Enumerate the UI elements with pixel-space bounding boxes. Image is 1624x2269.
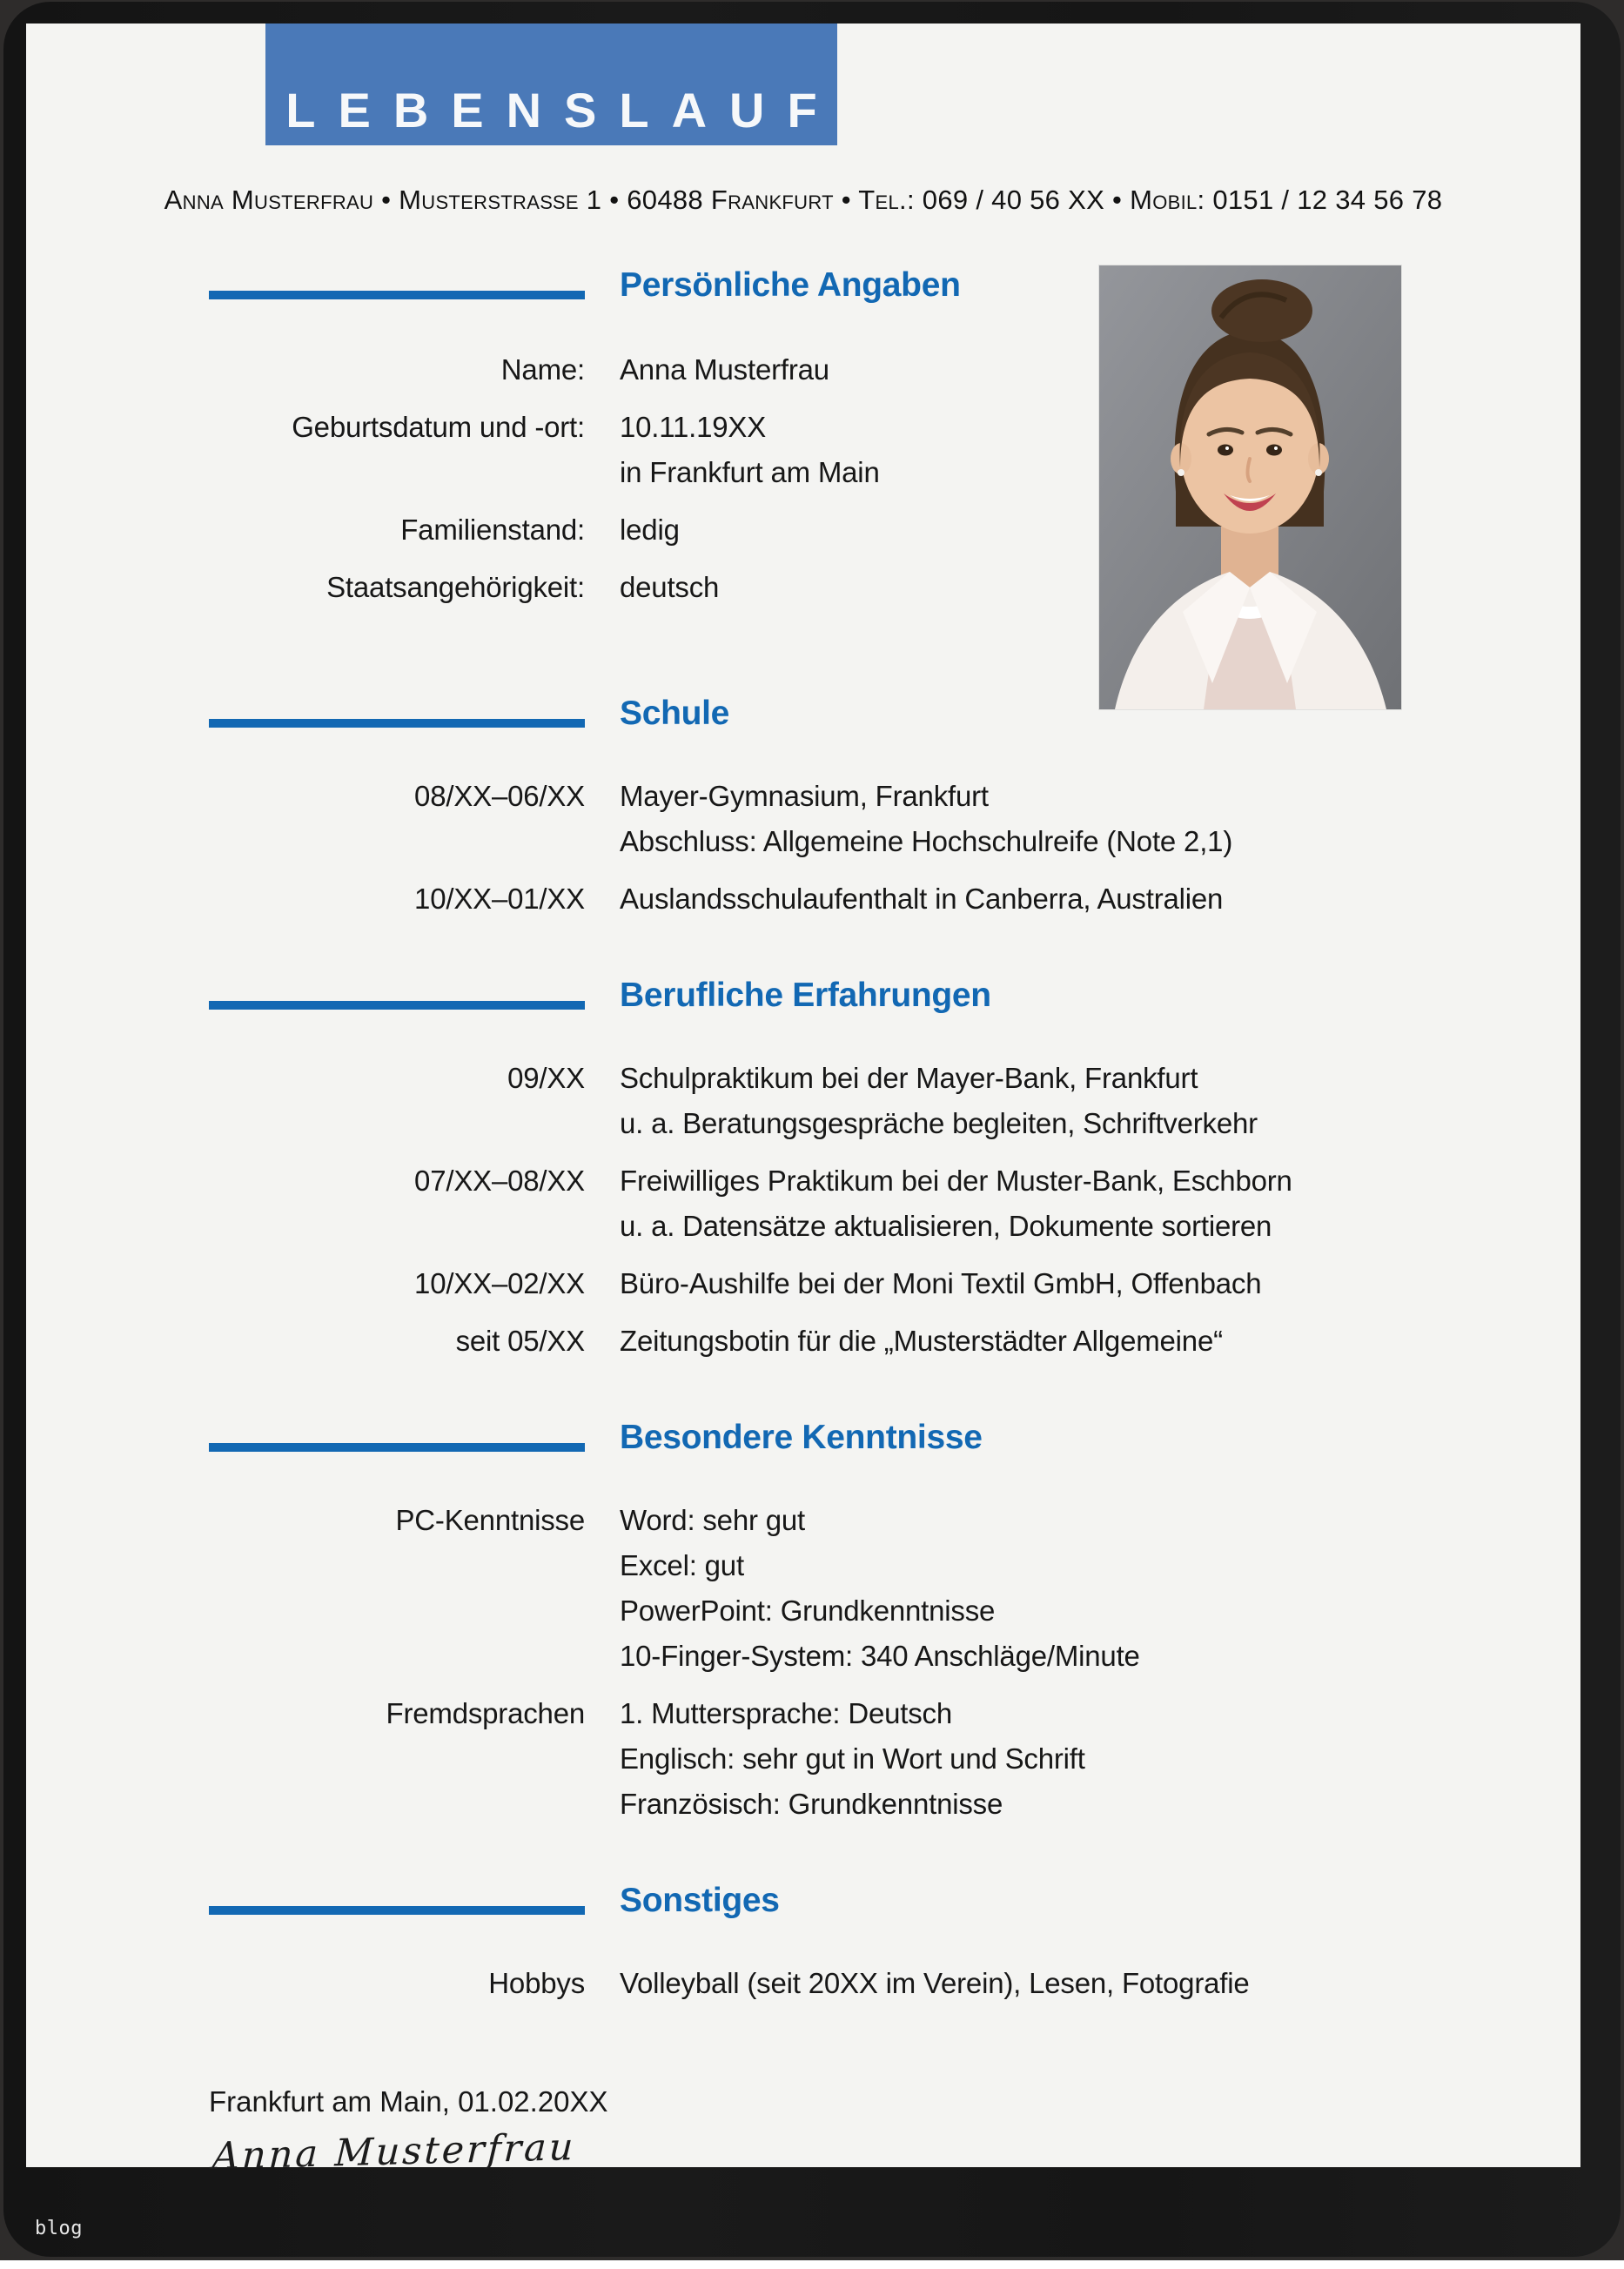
row-value (620, 405, 880, 495)
section-header (209, 976, 1528, 1016)
value-line: 10-Finger-System: 340 Anschläge/Minute (620, 1640, 1140, 1672)
section-schule (209, 694, 1528, 922)
row-label: seit 05/XX (455, 1325, 585, 1357)
section-rule (209, 719, 585, 728)
section-rows (209, 1961, 1528, 2006)
row-value (620, 1691, 1085, 1827)
row-label: Familienstand: (400, 514, 585, 546)
section-persoenliche-angaben (209, 265, 1528, 610)
row-value (620, 1056, 1258, 1146)
detail-row (209, 405, 1528, 495)
detail-row (209, 1498, 1528, 1679)
value-line: Französisch: Grundkenntnisse (620, 1788, 1003, 1820)
row-label: 10/XX–02/XX (414, 1267, 585, 1299)
section-berufliche-erfahrungen (209, 976, 1528, 1364)
value-line: Word: sehr gut (620, 1504, 806, 1536)
section-rule (209, 1001, 585, 1010)
value-line: u. a. Datensätze aktualisieren, Dokumente sortieren (620, 1210, 1272, 1242)
row-value (620, 876, 1223, 922)
detail-row (209, 1961, 1528, 2006)
cv-footer (209, 2083, 1528, 2178)
signature: Anna Musterfrau (211, 2125, 577, 2179)
value-line: Anna Musterfrau (620, 353, 829, 386)
page-title: LEBENSLAUF (285, 83, 840, 138)
blog-watermark: blog (35, 2218, 83, 2239)
value-line: PowerPoint: Grundkenntnisse (620, 1594, 996, 1627)
title-banner (265, 23, 840, 145)
row-label: Staatsangehörigkeit: (326, 571, 585, 603)
value-line: Mayer-Gymnasium, Frankfurt (620, 780, 989, 812)
detail-row (209, 774, 1528, 864)
detail-row (209, 507, 1528, 553)
row-label: Hobbys (488, 1967, 585, 1999)
detail-row (209, 1319, 1528, 1364)
contact-line: Anna Musterfrau • Musterstraße 1 • 60488 Frankfurt • Tel.: 069 / 40 56 XX • Mobil: 0151 / 12 34 56 78 (164, 185, 1443, 215)
section-sonstiges (209, 1881, 1528, 2006)
detail-row (209, 565, 1528, 610)
value-line: 1. Muttersprache: Deutsch (620, 1697, 953, 1729)
row-label: Name: (500, 353, 585, 386)
section-title: Berufliche Erfahrungen (620, 977, 991, 1014)
section-rule (209, 1443, 585, 1452)
value-line: ledig (620, 514, 680, 546)
value-line: 10.11.19XX (620, 411, 767, 443)
section-header (209, 1418, 1528, 1458)
value-line: Auslandsschulaufenthalt in Canberra, Australien (620, 883, 1224, 915)
row-label: 10/XX–01/XX (414, 883, 585, 915)
row-value (620, 565, 719, 610)
section-title: Schule (620, 695, 730, 732)
section-title: Persönliche Angaben (620, 266, 961, 304)
detail-row (209, 876, 1528, 922)
value-line: in Frankfurt am Main (620, 456, 880, 488)
value-line: Zeitungsbotin für die „Musterstädter Allgemeine“ (620, 1325, 1223, 1357)
detail-row (209, 1261, 1528, 1306)
scan-bottom-strip (0, 2260, 1624, 2269)
row-value (620, 1158, 1292, 1249)
value-line: Schulpraktikum bei der Mayer-Bank, Frankfurt (620, 1062, 1198, 1094)
value-line: Excel: gut (620, 1549, 744, 1581)
section-title: Sonstiges (620, 1882, 780, 1919)
row-label: Fremdsprachen (386, 1697, 585, 1729)
row-label: 07/XX–08/XX (414, 1165, 585, 1197)
detail-row (209, 1158, 1528, 1249)
value-line: deutsch (620, 571, 720, 603)
detail-row (209, 347, 1528, 393)
value-line: Englisch: sehr gut in Wort und Schrift (620, 1742, 1085, 1775)
detail-row (209, 1691, 1528, 1827)
row-value (620, 774, 1232, 864)
cv-page (26, 23, 1580, 2179)
section-header (209, 694, 1528, 734)
row-label: Geburtsdatum und -ort: (292, 411, 585, 443)
row-label: 08/XX–06/XX (414, 780, 585, 812)
section-header (209, 265, 1528, 305)
row-label: 09/XX (507, 1062, 585, 1094)
value-line: Büro-Aushilfe bei der Moni Textil GmbH, Offenbach (620, 1267, 1262, 1299)
section-rule (209, 291, 585, 299)
row-value (620, 1261, 1261, 1306)
section-header (209, 1881, 1528, 1921)
section-rule (209, 1906, 585, 1915)
row-value (620, 347, 829, 393)
row-value (620, 507, 680, 553)
section-title: Besondere Kenntnisse (620, 1419, 983, 1456)
cv-content (209, 265, 1528, 2178)
value-line: Freiwilliges Praktikum bei der Muster-Bank, Eschborn (620, 1165, 1292, 1197)
row-value (620, 1319, 1223, 1364)
row-label: PC-Kenntnisse (395, 1504, 585, 1536)
detail-row (209, 1056, 1528, 1146)
value-line: u. a. Beratungsgespräche begleiten, Schriftverkehr (620, 1107, 1258, 1139)
row-value (620, 1961, 1250, 2006)
value-line: Abschluss: Allgemeine Hochschulreife (Note 2,1) (620, 825, 1233, 857)
section-rows (209, 1498, 1528, 1827)
section-besondere-kenntnisse (209, 1418, 1528, 1827)
row-value (620, 1498, 1140, 1679)
value-line: Volleyball (seit 20XX im Verein), Lesen, Fotografie (620, 1967, 1250, 1999)
section-rows (209, 1056, 1528, 1364)
place-date: Frankfurt am Main, 01.02.20XX (209, 2085, 608, 2118)
section-rows (209, 774, 1528, 922)
section-rows (209, 347, 1528, 610)
